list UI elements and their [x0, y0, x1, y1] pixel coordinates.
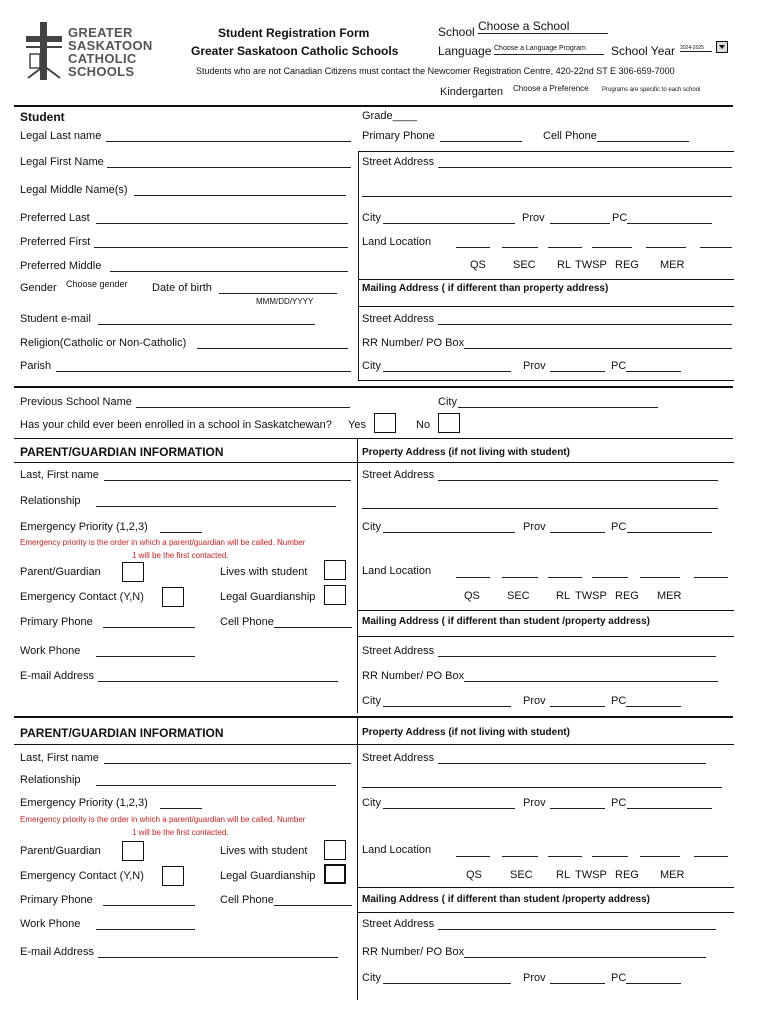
g2-cell-phone-field[interactable]: [274, 905, 352, 906]
religion-field[interactable]: [197, 348, 348, 349]
legal-last-name-field[interactable]: [106, 141, 351, 142]
g1-email-label: E-mail Address: [20, 670, 94, 682]
cell-phone-label: Cell Phone: [543, 130, 597, 142]
g2-mail-pc-field[interactable]: [626, 983, 681, 984]
parish-label: Parish: [20, 360, 52, 372]
previous-school-field[interactable]: [136, 407, 350, 408]
g1-land-col-reg: REG: [615, 590, 639, 602]
g2-land-col-sec: SEC: [510, 869, 533, 881]
religion-label: Religion(Catholic or Non-Catholic): [20, 337, 187, 349]
g1-primary-phone-label: Primary Phone: [20, 616, 93, 628]
language-label: Language: [438, 44, 492, 58]
dob-format: MMM/DD/YYYY: [256, 297, 314, 306]
g1-mail-street-field[interactable]: [438, 656, 716, 657]
g2-parent-guardian-label: Parent/Guardian: [20, 845, 101, 857]
mailing-divider-2: [358, 306, 734, 307]
g2-parent-guardian-checkbox[interactable]: [122, 841, 144, 861]
land-reg-field[interactable]: [646, 247, 686, 248]
g1-land-col-mer: MER: [657, 590, 682, 602]
g2-lives-with-checkbox[interactable]: [324, 840, 346, 860]
g2-mail-city-field[interactable]: [383, 983, 511, 984]
street-address-field-2[interactable]: [362, 196, 732, 197]
g1-work-phone-label: Work Phone: [20, 645, 81, 657]
g2-relationship-label: Relationship: [20, 774, 81, 786]
g1-emergency-priority-field[interactable]: [160, 532, 202, 533]
g1-mail-street-label: Street Address: [362, 645, 435, 657]
g1-street-field-2[interactable]: [362, 508, 718, 509]
g2-street-label: Street Address: [362, 752, 435, 764]
form-title: Student Registration Form: [218, 26, 370, 40]
g2-land-rl-field[interactable]: [548, 856, 582, 857]
g1-pc-label: PC: [611, 521, 627, 533]
g2-property-underline: [358, 744, 734, 745]
logo-line-3: CATHOLIC: [68, 51, 137, 66]
land-col-sec: SEC: [513, 259, 536, 271]
g2-mail-street-field[interactable]: [438, 929, 716, 930]
enrolled-no-label: No: [416, 419, 431, 431]
g2-city-field[interactable]: [383, 808, 515, 809]
preferred-first-label: Preferred First: [20, 236, 91, 248]
g2-lives-with-label: Lives with student: [220, 845, 308, 857]
g1-last-first-field[interactable]: [104, 480, 351, 481]
g2-land-col-rl: RL: [556, 869, 571, 881]
g2-work-phone-label: Work Phone: [20, 918, 81, 930]
cell-phone-field[interactable]: [597, 141, 689, 142]
land-twsp-field[interactable]: [592, 247, 632, 248]
g1-street-label: Street Address: [362, 469, 435, 481]
mail-city-label: City: [362, 360, 381, 372]
prov-field[interactable]: [550, 223, 610, 224]
kindergarten-select[interactable]: Choose a Preference: [513, 84, 589, 93]
guardian1-column-divider: [357, 438, 358, 713]
g1-prov-label: Prov: [523, 521, 546, 533]
cross-logo-icon: [24, 22, 66, 82]
g1-land-mer-field[interactable]: [694, 577, 728, 578]
mail-prov-field[interactable]: [550, 371, 605, 372]
mailing-heading: Mailing Address ( if different than property address): [362, 283, 609, 294]
g1-priority-note-1: Emergency priority is the order in which a parent/guardian will be called. Number: [20, 538, 306, 547]
gender-label: Gender: [20, 282, 57, 294]
g2-land-col-twsp: TWSP: [575, 869, 607, 881]
legal-first-name-field[interactable]: [107, 167, 351, 168]
g2-land-col-qs: QS: [466, 869, 482, 881]
newcomer-notice: Students who are not Canadian Citizens must contact the Newcomer Registration Centre, 420-22nd ST E 306-659-7000: [196, 66, 675, 76]
land-sec-field[interactable]: [502, 247, 538, 248]
g1-mail-city-field[interactable]: [383, 706, 511, 707]
g2-mailing-divider: [358, 887, 734, 888]
legal-middle-names-field[interactable]: [134, 195, 346, 196]
g1-cell-phone-field[interactable]: [274, 627, 352, 628]
primary-phone-label: Primary Phone: [362, 130, 435, 142]
street-address-field[interactable]: [438, 167, 732, 168]
legal-first-name-label: Legal First Name: [20, 156, 104, 168]
previous-school-label: Previous School Name: [20, 396, 132, 408]
logo-line-2: SASKATOON: [68, 38, 153, 53]
g1-mail-city-label: City: [362, 695, 381, 707]
student-divider: [14, 386, 733, 388]
g1-prov-field[interactable]: [550, 532, 605, 533]
mail-prov-label: Prov: [523, 360, 546, 372]
g2-legal-guardianship-checkbox[interactable]: [324, 864, 346, 884]
gender-select[interactable]: Choose gender: [66, 279, 128, 289]
mailing-divider: [358, 279, 734, 280]
g2-emergency-priority-label: Emergency Priority (1,2,3): [20, 797, 148, 809]
guardian2-heading-underline: [14, 744, 358, 745]
g2-cell-phone-label: Cell Phone: [220, 894, 274, 906]
land-col-reg: REG: [615, 259, 639, 271]
g1-land-sec-field[interactable]: [502, 577, 538, 578]
g1-land-col-twsp: TWSP: [575, 590, 607, 602]
land-col-rl: RL: [557, 259, 572, 271]
mail-pc-field[interactable]: [626, 371, 681, 372]
preferred-middle-field[interactable]: [110, 271, 348, 272]
pc-field[interactable]: [627, 223, 712, 224]
previous-city-label: City: [438, 396, 457, 408]
g1-emergency-priority-label: Emergency Priority (1,2,3): [20, 521, 148, 533]
school-year-label: School Year: [611, 44, 676, 58]
g2-street-field[interactable]: [438, 763, 706, 764]
mail-street-field[interactable]: [438, 324, 732, 325]
g2-prov-field[interactable]: [550, 808, 605, 809]
g2-street-field-2[interactable]: [362, 787, 722, 788]
guardian1-heading: PARENT/GUARDIAN INFORMATION: [20, 445, 224, 459]
g1-city-field[interactable]: [383, 532, 515, 533]
g1-priority-note-2: 1 will be the first contacted.: [132, 551, 229, 560]
g1-parent-guardian-checkbox[interactable]: [122, 562, 144, 582]
g2-mail-street-label: Street Address: [362, 918, 435, 930]
g1-land-location-label: Land Location: [362, 565, 432, 577]
g2-primary-phone-label: Primary Phone: [20, 894, 93, 906]
g2-mail-pc-label: PC: [611, 972, 627, 984]
enrolled-yes-label: Yes: [348, 419, 366, 431]
g2-rr-po-label: RR Number/ PO Box: [362, 946, 465, 958]
g2-land-reg-field[interactable]: [640, 856, 680, 857]
enrolled-question: Has your child ever been enrolled in a school in Saskatchewan?: [20, 419, 332, 431]
g1-lives-with-label: Lives with student: [220, 566, 308, 578]
g1-land-twsp-field[interactable]: [592, 577, 628, 578]
g1-relationship-field[interactable]: [96, 506, 336, 507]
g2-land-mer-field[interactable]: [694, 856, 728, 857]
dob-field[interactable]: [219, 293, 337, 294]
preferred-first-field[interactable]: [94, 247, 348, 248]
programs-note: Programs are specific to each school: [602, 87, 701, 93]
g2-pc-field[interactable]: [627, 808, 712, 809]
g1-street-field[interactable]: [438, 480, 718, 481]
g1-property-heading: Property Address (if not living with student): [362, 447, 570, 458]
logo-line-1: GREATER: [68, 25, 133, 40]
g1-emergency-contact-checkbox[interactable]: [162, 587, 184, 607]
kindergarten-label: Kindergarten: [440, 86, 503, 98]
g2-relationship-field[interactable]: [96, 785, 336, 786]
previous-city-field[interactable]: [458, 407, 658, 408]
language-select[interactable]: Choose a Language Program: [494, 45, 604, 55]
g1-mail-prov-field[interactable]: [550, 706, 605, 707]
city-label: City: [362, 212, 381, 224]
g1-relationship-label: Relationship: [20, 495, 81, 507]
rr-po-field[interactable]: [464, 348, 732, 349]
g2-emergency-contact-label: Emergency Contact (Y,N): [20, 870, 144, 882]
school-label: School: [438, 25, 475, 39]
land-location-label: Land Location: [362, 236, 432, 248]
mail-street-label: Street Address: [362, 313, 435, 325]
g2-mailing-underline: [358, 912, 734, 913]
preferred-middle-label: Preferred Middle: [20, 260, 102, 272]
g1-parent-guardian-label: Parent/Guardian: [20, 566, 101, 578]
g2-primary-phone-field[interactable]: [103, 905, 195, 906]
g1-legal-guardianship-checkbox[interactable]: [324, 585, 346, 605]
g2-land-col-reg: REG: [615, 869, 639, 881]
g2-email-field[interactable]: [98, 957, 338, 958]
g2-last-first-label: Last, First name: [20, 752, 99, 764]
g2-prov-label: Prov: [523, 797, 546, 809]
prov-label: Prov: [522, 212, 545, 224]
preferred-last-field[interactable]: [96, 223, 348, 224]
land-rl-field[interactable]: [548, 247, 582, 248]
g1-land-qs-field[interactable]: [456, 577, 490, 578]
preferred-last-label: Preferred Last: [20, 212, 90, 224]
g1-land-col-sec: SEC: [507, 590, 530, 602]
g2-rr-po-field[interactable]: [464, 957, 706, 958]
g1-last-first-label: Last, First name: [20, 469, 99, 481]
land-mer-field[interactable]: [700, 247, 732, 248]
land-col-twsp: TWSP: [575, 259, 607, 271]
g1-emergency-contact-label: Emergency Contact (Y,N): [20, 591, 144, 603]
g2-priority-note-1: Emergency priority is the order in which a parent/guardian will be called. Number: [20, 815, 306, 824]
g2-land-col-mer: MER: [660, 869, 685, 881]
g1-work-phone-field[interactable]: [96, 656, 195, 657]
mail-city-field[interactable]: [383, 371, 511, 372]
logo-line-4: SCHOOLS: [68, 64, 135, 79]
parish-field[interactable]: [56, 371, 351, 372]
g1-mailing-underline: [358, 636, 734, 637]
g1-rr-po-field[interactable]: [464, 681, 718, 682]
city-field[interactable]: [383, 223, 515, 224]
g2-emergency-contact-checkbox[interactable]: [162, 866, 184, 886]
g2-priority-note-2: 1 will be the first contacted.: [132, 828, 229, 837]
land-qs-field[interactable]: [456, 247, 490, 248]
g1-property-underline: [358, 462, 734, 463]
g1-city-label: City: [362, 521, 381, 533]
guardian2-top-divider: [14, 716, 733, 718]
g1-mail-prov-label: Prov: [523, 695, 546, 707]
g2-mail-prov-field[interactable]: [550, 983, 605, 984]
student-email-field[interactable]: [98, 324, 315, 325]
g2-city-label: City: [362, 797, 381, 809]
g1-email-field[interactable]: [98, 681, 338, 682]
g1-pc-field[interactable]: [627, 532, 712, 533]
g2-mail-prov-label: Prov: [523, 972, 546, 984]
g2-pc-label: PC: [611, 797, 627, 809]
g1-mailing-heading: Mailing Address ( if different than student /property address): [362, 616, 650, 627]
school-select[interactable]: Choose a School: [478, 19, 608, 34]
g2-work-phone-field[interactable]: [96, 929, 195, 930]
land-col-mer: MER: [660, 259, 685, 271]
g1-mailing-divider: [358, 610, 734, 611]
g1-land-rl-field[interactable]: [548, 577, 582, 578]
g2-property-heading: Property Address (if not living with student): [362, 727, 570, 738]
student-email-label: Student e-mail: [20, 313, 91, 325]
header-divider: [14, 105, 733, 107]
student-heading: Student: [20, 110, 65, 124]
g1-land-col-rl: RL: [556, 590, 571, 602]
enrolled-no-checkbox[interactable]: [438, 413, 460, 433]
guardian1-heading-underline: [14, 462, 358, 463]
g2-email-label: E-mail Address: [20, 946, 94, 958]
guardian2-column-divider: [357, 718, 358, 1000]
g2-land-sec-field[interactable]: [502, 856, 538, 857]
g1-rr-po-label: RR Number/ PO Box: [362, 670, 465, 682]
g1-cell-phone-label: Cell Phone: [220, 616, 274, 628]
g1-lives-with-checkbox[interactable]: [324, 560, 346, 580]
org-name: Greater Saskatoon Catholic Schools: [191, 44, 399, 58]
g2-land-qs-field[interactable]: [456, 856, 490, 857]
pc-label: PC: [612, 212, 628, 224]
school-year-dropdown[interactable]: [716, 41, 728, 53]
g1-land-col-qs: QS: [464, 590, 480, 602]
legal-last-name-label: Legal Last name: [20, 130, 102, 142]
dob-label: Date of birth: [152, 282, 212, 294]
guardian2-heading: PARENT/GUARDIAN INFORMATION: [20, 726, 224, 740]
legal-middle-names-label: Legal Middle Name(s): [20, 184, 128, 196]
g1-legal-guardianship-label: Legal Guardianship: [220, 591, 316, 603]
g2-last-first-field[interactable]: [104, 763, 351, 764]
g2-land-location-label: Land Location: [362, 844, 432, 856]
g2-mailing-heading: Mailing Address ( if different than student /property address): [362, 894, 650, 905]
g2-land-twsp-field[interactable]: [592, 856, 628, 857]
g2-emergency-priority-field[interactable]: [160, 808, 202, 809]
land-col-qs: QS: [470, 259, 486, 271]
g1-primary-phone-field[interactable]: [103, 627, 195, 628]
street-address-label: Street Address: [362, 156, 435, 168]
g2-mail-city-label: City: [362, 972, 381, 984]
rr-po-label: RR Number/ PO Box: [362, 337, 465, 349]
g1-land-reg-field[interactable]: [640, 577, 680, 578]
g2-legal-guardianship-label: Legal Guardianship: [220, 870, 316, 882]
chevron-down-icon: [717, 42, 727, 52]
g1-mail-pc-label: PC: [611, 695, 627, 707]
primary-phone-field[interactable]: [440, 141, 522, 142]
guardian1-top-divider: [14, 438, 733, 439]
grade-label: Grade____: [362, 110, 418, 122]
mail-pc-label: PC: [611, 360, 627, 372]
logo: [24, 22, 154, 82]
school-year-select[interactable]: 2024-2025: [680, 45, 712, 52]
g1-mail-pc-field[interactable]: [626, 706, 681, 707]
enrolled-yes-checkbox[interactable]: [374, 413, 396, 433]
